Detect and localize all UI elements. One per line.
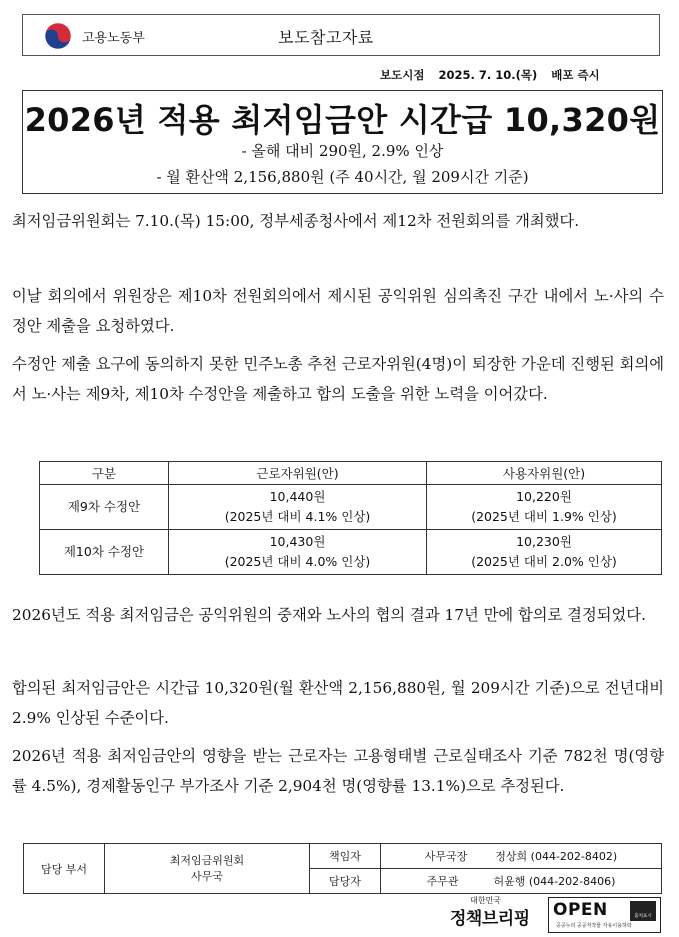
contact-title: 주무관 [426,875,459,888]
contact-table [23,843,662,894]
paragraph-5: 합의된 최저임금안은 시간급 10,320원(월 환산액 2,156,880원, 월 209시간 기준)으로 전년대비 2.9% 인상된 수준이다. [12,679,664,727]
contact-person [381,844,662,869]
worker-note: (2025년 대비 4.0% 인상) [224,554,371,569]
paragraph-3: 수정안 제출 요구에 동의하지 못한 민주노총 추천 근로자위원(4명)이 퇴장한 가운데 진행된 회의에서 노·사는 제9차, 제10차 수정안을 제출하고 합의 도출을 위한 노력을 이어갔다. [12,355,664,403]
dept-name-line1: 최저임금위원회 [169,853,245,867]
employer-value: 10,230원 [516,534,572,549]
contact-row [24,844,662,869]
contact-name-phone: 정상희 (044-202-8402) [495,850,618,863]
release-date: 2025. 7. 10.(목) [438,68,538,82]
ministry-name: 고용노동부 [82,31,145,46]
employer-proposal-cell [427,530,662,575]
worker-note: (2025년 대비 4.1% 인상) [224,509,371,524]
attribution-badge-text: 출처표시 [634,914,652,919]
subtitle-1: - 올해 대비 290원, 2.9% 인상 [241,142,444,160]
worker-proposal-cell [169,530,427,575]
table-row [40,530,662,575]
open-logo-text: OPEN [553,900,608,920]
contact-title: 사무국장 [424,850,468,863]
release-time: 배포 즉시 [551,68,600,82]
employer-note: (2025년 대비 1.9% 인상) [471,509,617,524]
dept-name [105,844,310,894]
table-header: 구분 [40,462,169,485]
employer-value: 10,220원 [516,489,572,504]
policy-briefing-logo: 정책브리핑 [450,909,530,929]
row-label: 제10차 수정안 [40,530,169,575]
open-logo-tagline: 공공누리 공공저작물 자유이용허락 [556,923,632,929]
paragraph-6: 2026년 적용 최저임금안의 영향을 받는 근로자는 고용형태별 근로실태조사 기준 782천 명(영향률 4.5%), 경제활동인구 부가조사 기준 2,904천 명(영향률 13.1%)으로 추정된다. [12,747,664,795]
policy-briefing-logo-small-text: 대한민국 [470,896,501,905]
table-header: 사용자위원(안) [427,462,662,485]
table-row [40,485,662,530]
employer-proposal-cell [427,485,662,530]
release-info [380,67,610,83]
row-label: 제9차 수정안 [40,485,169,530]
contact-name-phone: 허윤행 (044-202-8406) [493,875,616,888]
paragraph-4: 2026년도 적용 최저임금은 공익위원의 중재와 노사의 협의 결과 17년 만에 합의로 결정되었다. [12,606,646,624]
government-logo-icon [44,22,72,50]
worker-value: 10,440원 [269,489,326,504]
worker-value: 10,430원 [269,534,326,549]
employer-note: (2025년 대비 2.0% 인상) [471,554,617,569]
document-type: 보도참고자료 [278,28,374,47]
paragraph-2: 이날 회의에서 위원장은 제10차 전원회의에서 제시된 공익위원 심의촉진 구간 내에서 노·사의 수정안 제출을 요청하였다. [12,287,664,335]
table-header-row [40,462,662,485]
contact-role: 책임자 [310,844,381,869]
dept-name-line2: 사무국 [191,869,223,883]
table-header: 근로자위원(안) [169,462,427,485]
worker-proposal-cell [169,485,427,530]
proposal-table [39,461,662,575]
dept-label: 담당 부서 [24,844,105,894]
contact-person [381,869,662,894]
release-label: 보도시점 [380,68,425,82]
page-title: 2026년 적용 최저임금안 시간급 10,320원 [24,101,661,139]
paragraph-1: 최저임금위원회는 7.10.(목) 15:00, 정부세종청사에서 제12차 전원회의를 개최했다. [12,212,580,230]
subtitle-2: - 월 환산액 2,156,880원 (주 40시간, 월 209시간 기준) [156,168,529,186]
contact-role: 담당자 [310,869,381,894]
